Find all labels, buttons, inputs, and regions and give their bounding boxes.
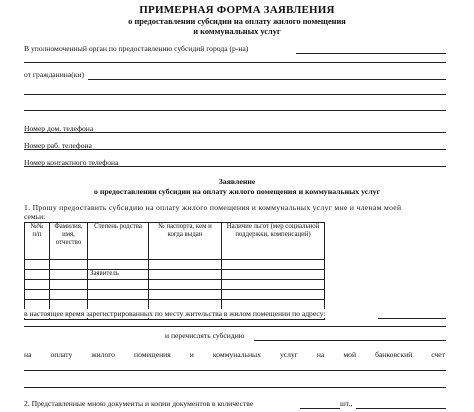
authority-line-2: [24, 62, 446, 63]
pay-word: коммунальных: [212, 350, 261, 359]
table-row: [25, 290, 325, 300]
home-phone-label: Номер дом. телефона: [24, 124, 94, 133]
pay-word: оплату: [50, 350, 73, 359]
work-phone-label: Номер раб. телефона: [24, 141, 92, 150]
home-phone-line: [24, 132, 446, 133]
documents-count-line: [300, 408, 340, 409]
table-cell[interactable]: [50, 260, 88, 270]
col-benefits-header: Наличие льгот (мер социальной поддержки, компенсаций): [222, 223, 325, 260]
table-cell[interactable]: [25, 270, 50, 280]
account-line-2: [24, 387, 446, 388]
table-cell[interactable]: [149, 290, 222, 300]
table-cell[interactable]: [25, 280, 50, 290]
paragraph-1-line2: семьи:: [24, 212, 46, 221]
table-cell[interactable]: [149, 280, 222, 290]
col-relation-header: Степень родства: [88, 223, 149, 260]
form-title: ПРИМЕРНАЯ ФОРМА ЗАЯВЛЕНИЯ: [139, 4, 335, 16]
paragraph-1-text: 1. Прошу предоставить субсидию на оплату жилого помещения и коммунальных услуг мне и членам моей: [24, 203, 402, 212]
account-line: [24, 370, 446, 371]
address-line: [378, 318, 446, 319]
table-row: [25, 270, 325, 280]
documents-line-end: [356, 408, 446, 409]
authority-label: В уполномоченный орган по предоставлению субсидий города (р-на): [24, 44, 249, 53]
table-cell[interactable]: [222, 260, 325, 270]
bank-account-sentence: [24, 350, 445, 359]
pay-word: помещения: [134, 350, 171, 359]
statement-subheading: о предоставлении субсидии на оплату жилого помещения и коммунальных услуг: [93, 187, 381, 196]
authority-line: [296, 53, 446, 54]
pieces-label: шт.,: [340, 399, 353, 408]
from-line: [88, 79, 446, 80]
pay-word: мой: [343, 350, 357, 359]
work-phone-line: [24, 149, 446, 150]
statement-heading: Заявление: [218, 177, 256, 186]
pay-word: банковский: [375, 350, 413, 359]
table-cell[interactable]: [222, 300, 325, 310]
paragraph-2-label: 2. Представленные мною документы и копии документов в количестве: [24, 399, 254, 408]
table-cell[interactable]: [88, 300, 149, 310]
table-cell[interactable]: [149, 260, 222, 270]
table-cell[interactable]: [50, 300, 88, 310]
transfer-line: [254, 340, 446, 341]
table-cell[interactable]: [88, 280, 149, 290]
from-label: от гражданина(ки): [24, 70, 85, 79]
family-members-table: [24, 222, 325, 320]
col-passport-header: № паспорта, кем и когда выдан: [149, 223, 222, 260]
table-cell[interactable]: [222, 290, 325, 300]
table-cell[interactable]: [25, 260, 50, 270]
table-cell[interactable]: [50, 280, 88, 290]
table-cell[interactable]: [222, 270, 325, 280]
form-subtitle-line2: и коммунальных услуг: [193, 27, 281, 36]
form-subtitle-line1: о предоставлении субсидии на оплату жилого помещения: [128, 17, 346, 26]
table-cell[interactable]: [222, 280, 325, 290]
transfer-subsidy-label: и перечислять субсидию: [165, 331, 245, 340]
pay-word: и: [189, 350, 194, 359]
pay-word: на: [316, 350, 325, 359]
table-row: [25, 260, 325, 270]
pay-word: на: [24, 350, 32, 359]
table-cell[interactable]: [50, 290, 88, 300]
contact-phone-line: [24, 166, 446, 167]
from-line-2: [24, 94, 446, 95]
table-cell[interactable]: [88, 260, 149, 270]
applicant-cell: Заявитель: [88, 270, 149, 280]
address-line-2: [24, 326, 446, 327]
contact-phone-label: Номер контактного телефона: [24, 158, 119, 167]
table-row: [25, 300, 325, 310]
col-number-header: №№ п/п: [25, 223, 50, 260]
col-name-header: Фамилия, имя, отчество: [50, 223, 88, 260]
table-row: [25, 280, 325, 290]
table-cell[interactable]: [25, 290, 50, 300]
table-header-row: [25, 223, 325, 260]
table-cell[interactable]: [149, 270, 222, 280]
pay-word: услуг: [280, 350, 298, 359]
registered-address-label: в настоящее время зарегистрированных по месту жительства в жилом помещении по адресу:: [24, 309, 326, 318]
pay-word: счет: [431, 350, 445, 359]
table-cell[interactable]: [25, 300, 50, 310]
table-cell[interactable]: [149, 300, 222, 310]
table-cell[interactable]: [88, 290, 149, 300]
paragraph-1-line1: [24, 203, 445, 212]
pay-word: жилого: [91, 350, 115, 359]
from-line-3: [24, 110, 446, 111]
table-cell[interactable]: [50, 270, 88, 280]
